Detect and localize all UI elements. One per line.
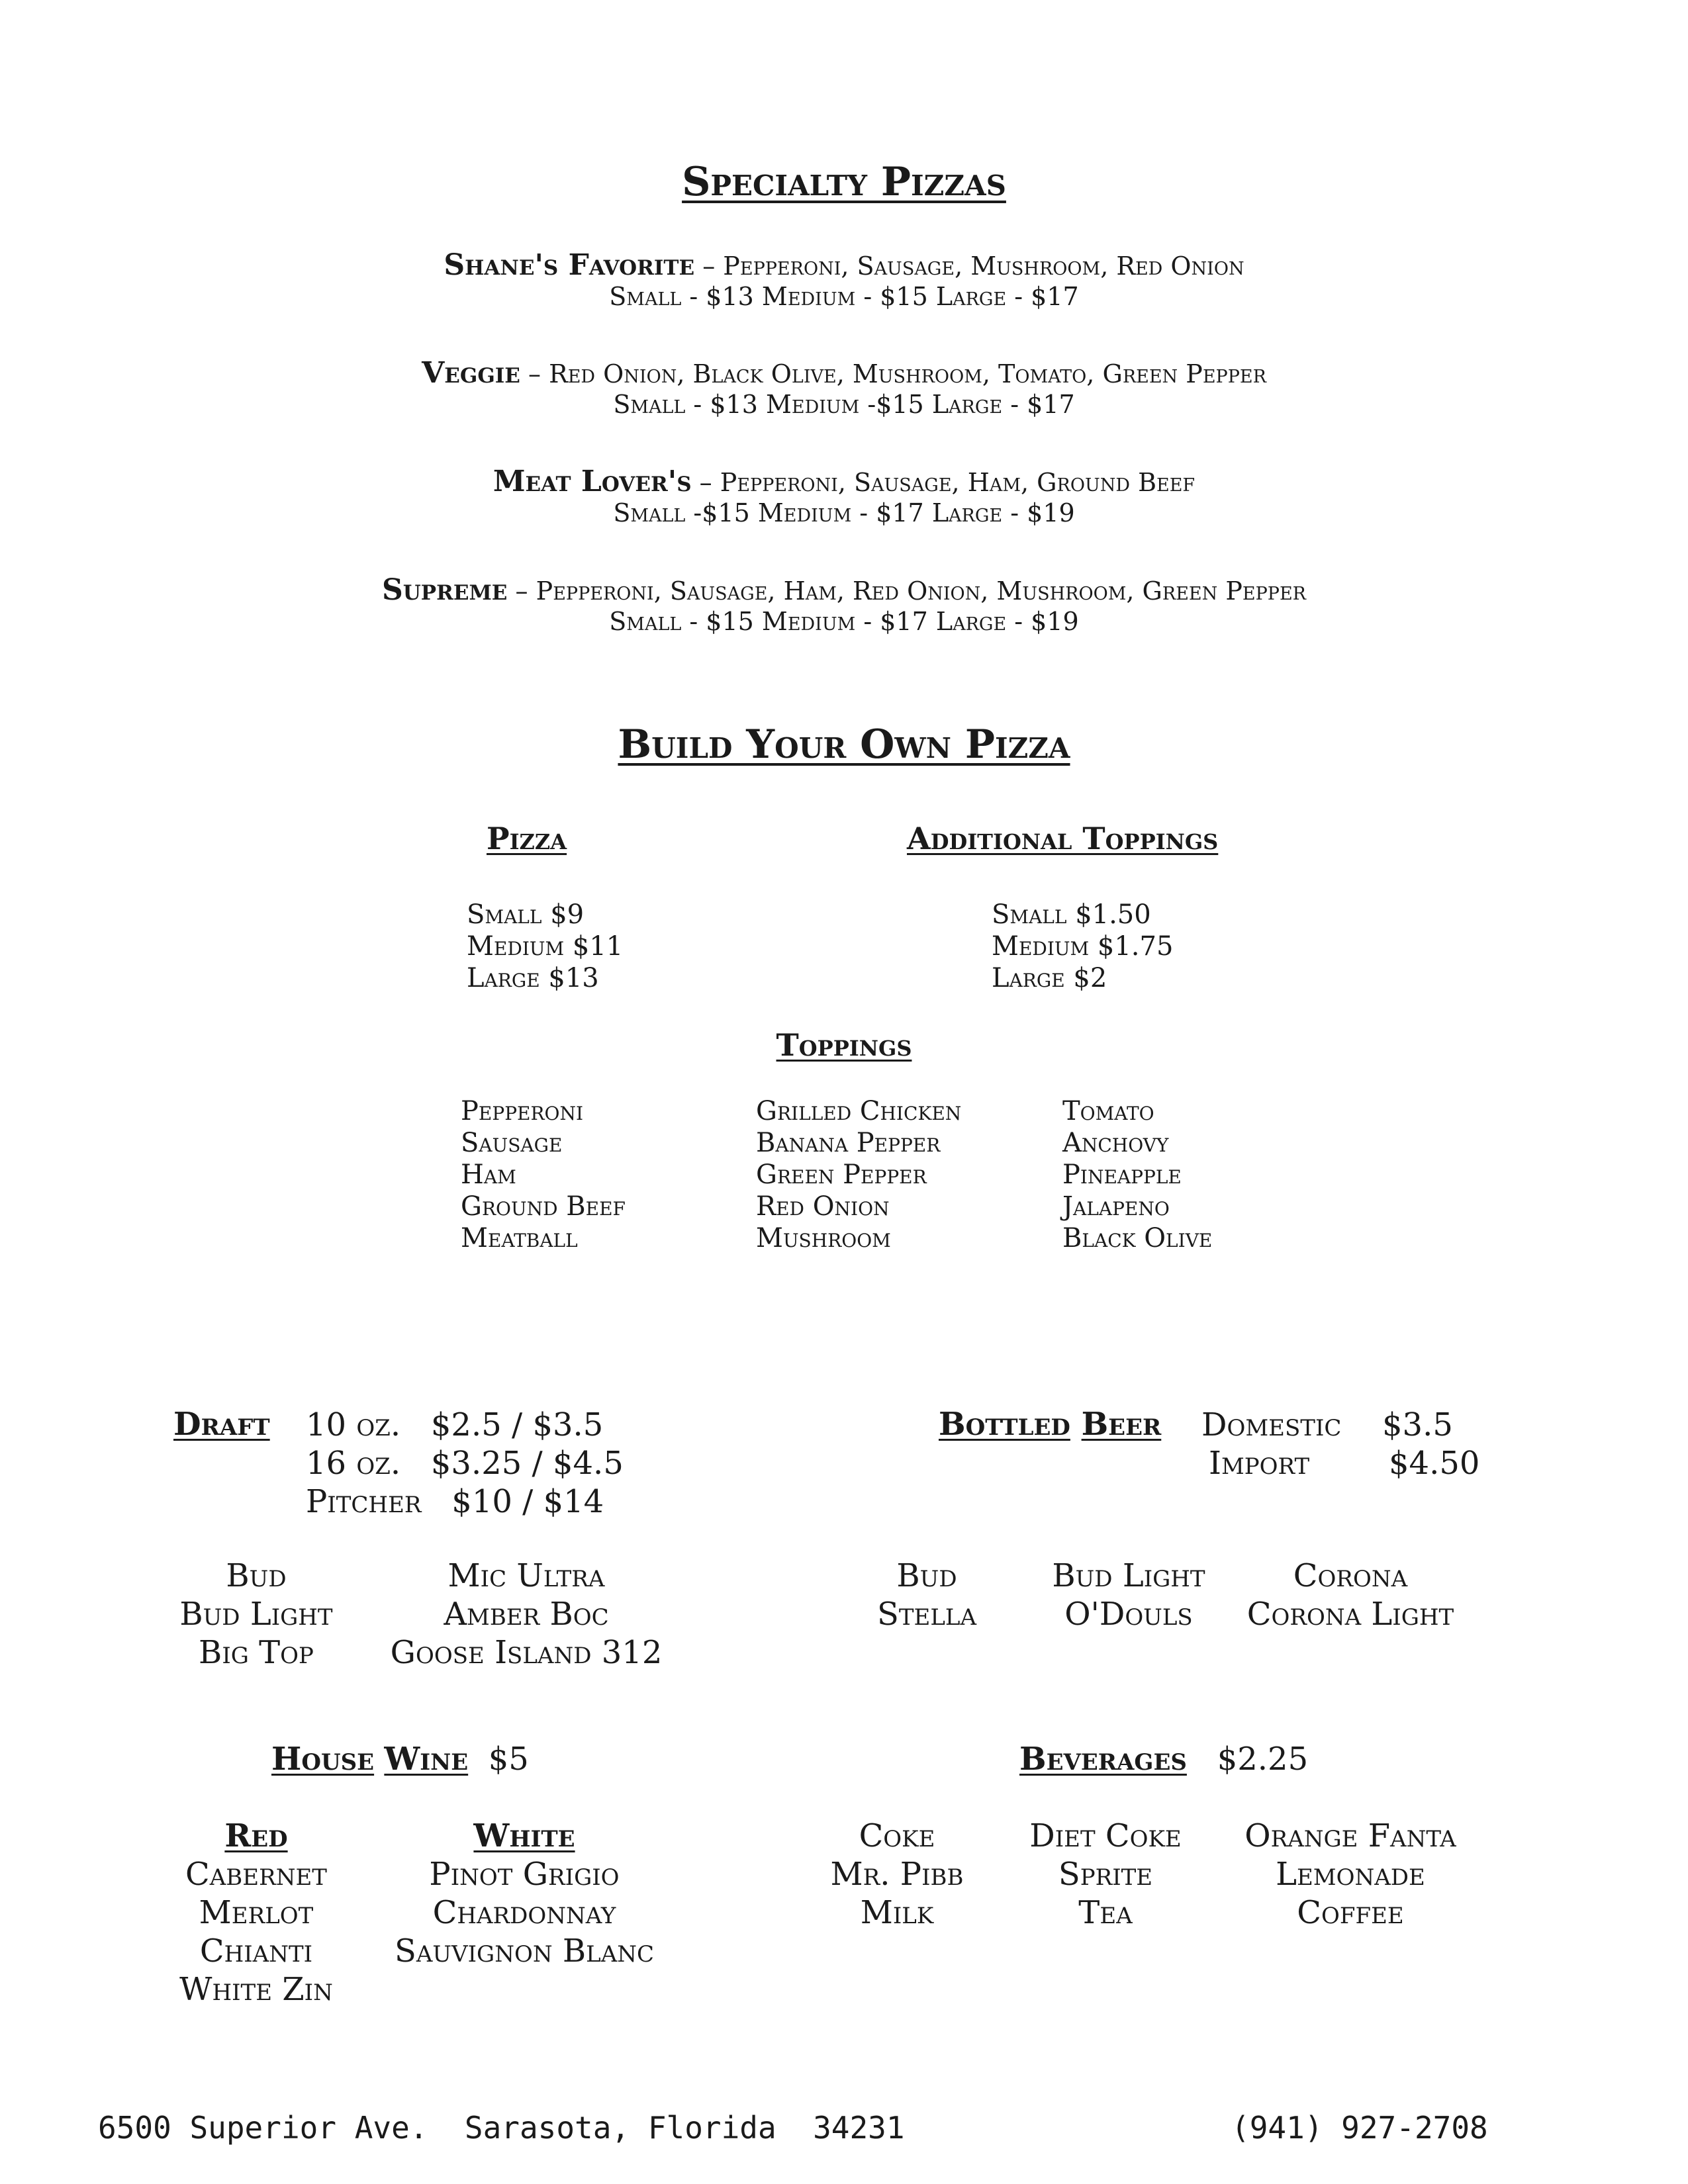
beverages-col-1 bbox=[818, 1817, 976, 1932]
topping-item: Red Onion bbox=[756, 1191, 890, 1222]
pizza-size-small: Small $9 bbox=[467, 899, 585, 930]
topping-item: Anchovy bbox=[1062, 1128, 1169, 1158]
red-heading: Red bbox=[224, 1817, 288, 1854]
separator: – bbox=[520, 359, 549, 388]
specialty-item-meat-lovers bbox=[0, 465, 1688, 527]
draft-price: $3.25 / $4.5 bbox=[430, 1445, 624, 1482]
footer-phone: (941) 927-2708 bbox=[1231, 2110, 1488, 2146]
beer-item: O'Douls bbox=[1064, 1596, 1193, 1633]
topping-item: Tomato bbox=[1062, 1096, 1154, 1126]
pizza-name: Meat Lover's bbox=[492, 465, 692, 498]
wine-item: White Zin bbox=[179, 1971, 333, 2008]
specialty-item-veggie bbox=[0, 356, 1688, 419]
pizza-toppings: Pepperoni, Sausage, Mushroom, Red Onion bbox=[723, 251, 1244, 281]
pizza-prices: Small - $13 Medium -$15 Large - $17 bbox=[613, 390, 1075, 419]
beverages-heading-row bbox=[1019, 1741, 1308, 1778]
pizza-toppings: Red Onion, Black Olive, Mushroom, Tomato, Green Pepper bbox=[549, 359, 1266, 388]
topping-item: Pepperoni bbox=[461, 1096, 584, 1126]
beer-item: Mic Ultra bbox=[447, 1557, 605, 1594]
bottled-beers-col-2 bbox=[1033, 1557, 1225, 1633]
topping-item: Sausage bbox=[461, 1128, 563, 1158]
additional-size-large: Large $2 bbox=[992, 963, 1107, 993]
beer-item: Goose Island 312 bbox=[390, 1634, 663, 1671]
toppings-col-3 bbox=[1062, 1095, 1212, 1254]
beverage-item: Orange Fanta bbox=[1244, 1817, 1456, 1854]
separator: – bbox=[694, 251, 724, 281]
beverage-item: Lemonade bbox=[1276, 1856, 1425, 1893]
beverage-item: Sprite bbox=[1058, 1856, 1153, 1893]
beer-item: Corona bbox=[1293, 1557, 1408, 1594]
topping-item: Grilled Chicken bbox=[756, 1096, 962, 1126]
pizza-heading: Pizza bbox=[487, 821, 567, 856]
toppings-col-2 bbox=[756, 1095, 961, 1254]
additional-size-list bbox=[992, 899, 1173, 994]
build-title: Build Your Own Pizza bbox=[618, 721, 1070, 768]
topping-item: Ham bbox=[461, 1160, 516, 1190]
pizza-name: Veggie bbox=[422, 356, 520, 390]
beverage-item: Coke bbox=[859, 1817, 935, 1854]
import-label: Import bbox=[1209, 1445, 1310, 1482]
topping-item: Black Olive bbox=[1062, 1223, 1213, 1253]
beer-item: Bud bbox=[226, 1557, 287, 1594]
wine-item: Merlot bbox=[199, 1894, 314, 1931]
wine-item: Pinot Grigio bbox=[429, 1856, 620, 1893]
draft-price: $2.5 / $3.5 bbox=[430, 1406, 604, 1443]
draft-size-row bbox=[306, 1444, 624, 1482]
draft-price: $10 / $14 bbox=[451, 1483, 604, 1520]
wine-item: Sauvignon Blanc bbox=[394, 1933, 655, 1970]
pizza-toppings: Pepperoni, Sausage, Ham, Ground Beef bbox=[720, 468, 1196, 497]
pizza-name: Shane's Favorite bbox=[444, 248, 695, 282]
pizza-prices: Small -$15 Medium - $17 Large - $19 bbox=[613, 498, 1075, 527]
draft-heading: Draft bbox=[173, 1406, 270, 1443]
topping-item: Pineapple bbox=[1062, 1160, 1182, 1190]
additional-toppings-heading: Additional Toppings bbox=[907, 821, 1219, 856]
beer-item: Bud Light bbox=[1052, 1557, 1205, 1594]
draft-size: Pitcher bbox=[306, 1483, 422, 1520]
draft-size: 16 oz. bbox=[306, 1445, 401, 1482]
bottled-beers-col-1 bbox=[861, 1557, 993, 1633]
footer-address: 6500 Superior Ave. Sarasota, Florida 34231 bbox=[98, 2110, 905, 2146]
beverages-col-2 bbox=[1009, 1817, 1201, 1932]
beverage-item: Diet Coke bbox=[1029, 1817, 1182, 1854]
specialty-item-shanes-favorite bbox=[0, 248, 1688, 311]
house-wine-heading bbox=[271, 1741, 529, 1778]
beverage-item: Mr. Pibb bbox=[830, 1856, 964, 1893]
beer-item: Amber Boc bbox=[444, 1596, 609, 1633]
topping-item: Jalapeno bbox=[1062, 1191, 1170, 1222]
pizza-size-large: Large $13 bbox=[467, 963, 599, 993]
draft-size-row bbox=[306, 1482, 624, 1521]
separator: – bbox=[691, 468, 720, 497]
wine-item: Chardonnay bbox=[432, 1894, 616, 1931]
house-wine-price: $5 bbox=[488, 1741, 529, 1778]
toppings-heading: Toppings bbox=[776, 1027, 912, 1063]
beer-item: Big Top bbox=[199, 1634, 314, 1671]
beverage-item: Coffee bbox=[1297, 1894, 1404, 1931]
additional-size-medium: Medium $1.75 bbox=[992, 931, 1174, 962]
house-heading-word: House bbox=[271, 1741, 375, 1778]
beer-item: Corona Light bbox=[1246, 1596, 1454, 1633]
toppings-col-1 bbox=[461, 1095, 626, 1254]
beer-item: Bud Light bbox=[179, 1596, 333, 1633]
import-price: $4.50 bbox=[1389, 1445, 1480, 1482]
beverage-item: Milk bbox=[860, 1894, 934, 1931]
beer-heading-word: Beer bbox=[1081, 1406, 1162, 1443]
red-wine-list bbox=[167, 1817, 346, 2009]
topping-item: Ground Beef bbox=[461, 1191, 626, 1222]
domestic-price: $3.5 bbox=[1382, 1406, 1453, 1443]
white-heading: White bbox=[473, 1817, 575, 1854]
specialty-item-supreme bbox=[0, 573, 1688, 636]
topping-item: Banana Pepper bbox=[756, 1128, 941, 1158]
beverages-price: $2.25 bbox=[1217, 1741, 1309, 1778]
separator: – bbox=[507, 576, 536, 606]
specialty-title: Specialty Pizzas bbox=[682, 159, 1006, 205]
draft-beers-col-1 bbox=[173, 1557, 339, 1672]
topping-item: Meatball bbox=[461, 1223, 578, 1253]
pizza-toppings: Pepperoni, Sausage, Ham, Red Onion, Mushroom, Green Pepper bbox=[536, 576, 1306, 606]
pizza-size-list bbox=[467, 899, 623, 994]
pizza-prices: Small - $15 Medium - $17 Large - $19 bbox=[609, 607, 1079, 636]
bottled-heading-word: Bottled bbox=[939, 1406, 1070, 1443]
bottled-beer-heading bbox=[939, 1406, 1161, 1443]
beverages-col-3 bbox=[1225, 1817, 1476, 1932]
topping-item: Mushroom bbox=[756, 1223, 891, 1253]
beverage-item: Tea bbox=[1078, 1894, 1133, 1931]
white-wine-list bbox=[379, 1817, 670, 1970]
draft-size-row bbox=[306, 1406, 624, 1444]
pizza-name: Supreme bbox=[381, 573, 508, 607]
wine-item: Chianti bbox=[199, 1933, 313, 1970]
wine-heading-word: Wine bbox=[384, 1741, 469, 1778]
draft-beers-col-2 bbox=[387, 1557, 665, 1672]
beverages-heading: Beverages bbox=[1019, 1741, 1187, 1778]
bottled-beers-col-3 bbox=[1244, 1557, 1456, 1633]
additional-size-small: Small $1.50 bbox=[992, 899, 1151, 930]
draft-size-list bbox=[306, 1406, 624, 1521]
beer-item: Stella bbox=[876, 1596, 977, 1633]
draft-size: 10 oz. bbox=[306, 1406, 401, 1443]
domestic-label: Domestic bbox=[1201, 1406, 1342, 1443]
pizza-prices: Small - $13 Medium - $15 Large - $17 bbox=[609, 282, 1079, 311]
wine-item: Cabernet bbox=[185, 1856, 327, 1893]
pizza-size-medium: Medium $11 bbox=[467, 931, 624, 962]
beer-item: Bud bbox=[896, 1557, 957, 1594]
topping-item: Green Pepper bbox=[756, 1160, 927, 1190]
